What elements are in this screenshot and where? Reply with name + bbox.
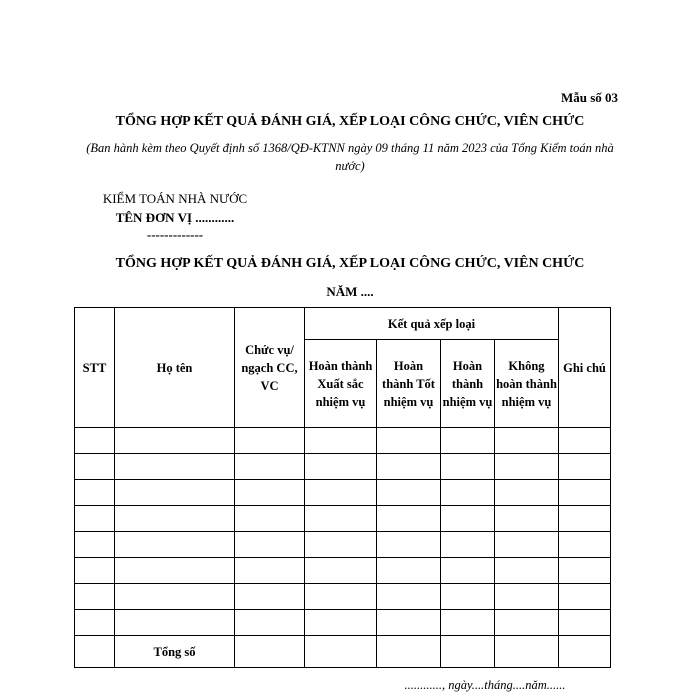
table-cell: [559, 454, 611, 480]
table-cell: [377, 532, 441, 558]
total-cell: [495, 636, 559, 668]
table-cell: [559, 558, 611, 584]
table-cell: [495, 480, 559, 506]
table-cell: [495, 610, 559, 636]
table-cell: [559, 610, 611, 636]
table-row: [75, 428, 611, 454]
table-cell: [305, 610, 377, 636]
table-cell: [75, 558, 115, 584]
form-number: Mẫu số 03: [560, 90, 618, 105]
table-cell: [559, 584, 611, 610]
header-incomplete: Không hoàn thành nhiệm vụ: [495, 340, 559, 428]
table-cell: [305, 558, 377, 584]
table-cell: [441, 532, 495, 558]
table-cell: [495, 428, 559, 454]
table-row: [75, 506, 611, 532]
table-cell: [305, 454, 377, 480]
table-cell: [441, 480, 495, 506]
table-cell: [305, 506, 377, 532]
table-cell: [377, 454, 441, 480]
table-cell: [441, 428, 495, 454]
table-cell: [441, 584, 495, 610]
table-cell: [495, 584, 559, 610]
total-cell: [235, 636, 305, 668]
separator-dashes: -------------: [146, 227, 204, 242]
table-cell: [441, 610, 495, 636]
table-cell: [305, 480, 377, 506]
table-cell: [115, 428, 235, 454]
results-table: [74, 307, 611, 668]
header-good: Hoàn thành Tốt nhiệm vụ: [377, 340, 441, 428]
table-row: [75, 532, 611, 558]
table-cell: [115, 454, 235, 480]
header-result-group: Kết quả xếp loại: [305, 308, 559, 340]
table-cell: [377, 428, 441, 454]
table-cell: [115, 584, 235, 610]
table-cell: [115, 480, 235, 506]
organization-block: [60, 189, 290, 243]
table-cell: [495, 506, 559, 532]
organization-name: KIỂM TOÁN NHÀ NƯỚC: [102, 191, 248, 206]
table-cell: [75, 428, 115, 454]
table-cell: [235, 584, 305, 610]
table-cell: [305, 428, 377, 454]
empty-rows: [75, 428, 611, 636]
table-cell: [559, 506, 611, 532]
subtitle: (Ban hành kèm theo Quyết định số 1368/QĐ-KTNN ngày 09 tháng 11 năm 2023 của Tổng Kiểm toán nhà nước): [86, 141, 614, 173]
header-note: Ghi chú: [559, 308, 611, 428]
table-cell: [235, 454, 305, 480]
table-cell: [377, 480, 441, 506]
date-line: ............, ngày....tháng....năm......: [404, 678, 566, 692]
header-stt: STT: [75, 308, 115, 428]
total-stt-cell: [75, 636, 115, 668]
header-position: Chức vụ/ ngạch CC, VC: [235, 308, 305, 428]
table-row: [75, 610, 611, 636]
table-cell: [235, 428, 305, 454]
table-cell: [235, 480, 305, 506]
table-row: [75, 584, 611, 610]
table-cell: [235, 558, 305, 584]
table-row: [75, 558, 611, 584]
table-cell: [75, 532, 115, 558]
table-cell: [305, 532, 377, 558]
total-cell: [441, 636, 495, 668]
table-cell: [115, 506, 235, 532]
table-cell: [75, 584, 115, 610]
table-cell: [377, 506, 441, 532]
table-cell: [441, 558, 495, 584]
table-cell: [235, 506, 305, 532]
table-cell: [441, 506, 495, 532]
unit-name: TÊN ĐƠN VỊ ............: [115, 210, 235, 225]
total-cell: [305, 636, 377, 668]
table-cell: [441, 454, 495, 480]
header-row-1: [75, 308, 611, 340]
main-title: TỔNG HỢP KẾT QUẢ ĐÁNH GIÁ, XẾP LOẠI CÔNG CHỨC, VIÊN CHỨC: [115, 114, 585, 129]
header-complete: Hoàn thành nhiệm vụ: [441, 340, 495, 428]
table-cell: [115, 532, 235, 558]
table-cell: [495, 532, 559, 558]
table-cell: [75, 506, 115, 532]
total-cell: [377, 636, 441, 668]
table-cell: [75, 454, 115, 480]
header-name: Họ tên: [115, 308, 235, 428]
table-cell: [115, 558, 235, 584]
table-cell: [495, 454, 559, 480]
table-cell: [75, 610, 115, 636]
table-cell: [559, 480, 611, 506]
total-row: [75, 636, 611, 668]
total-label: Tổng số: [115, 636, 235, 668]
table-cell: [115, 610, 235, 636]
table-row: [75, 454, 611, 480]
table-cell: [235, 532, 305, 558]
table-row: [75, 480, 611, 506]
table-cell: [305, 584, 377, 610]
table-cell: [235, 610, 305, 636]
header-excellent: Hoàn thành Xuất sắc nhiệm vụ: [305, 340, 377, 428]
report-title: TỔNG HỢP KẾT QUẢ ĐÁNH GIÁ, XẾP LOẠI CÔNG CHỨC, VIÊN CHỨC: [115, 256, 585, 271]
table-cell: [377, 558, 441, 584]
table-cell: [377, 610, 441, 636]
total-cell: [559, 636, 611, 668]
table-cell: [559, 428, 611, 454]
table-cell: [559, 532, 611, 558]
report-year: NĂM ....: [326, 284, 374, 299]
table-cell: [75, 480, 115, 506]
table-cell: [377, 584, 441, 610]
table-cell: [495, 558, 559, 584]
